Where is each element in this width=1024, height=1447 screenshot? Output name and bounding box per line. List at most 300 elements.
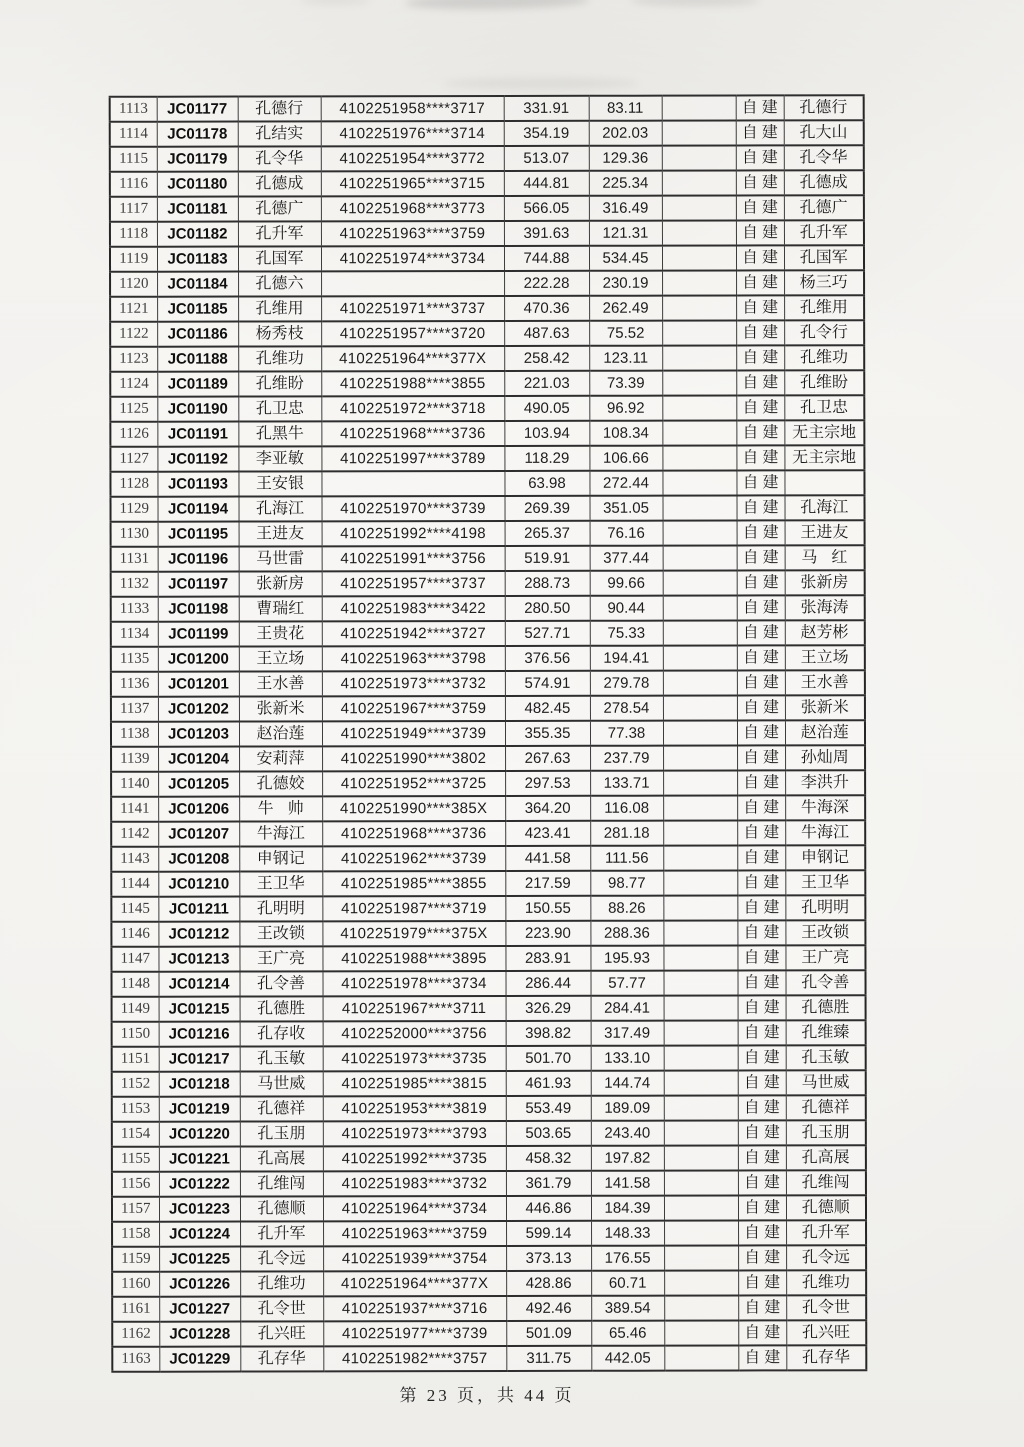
cell-blank [662,195,736,220]
cell-owner: 马红 [785,545,865,570]
cell-id-number: 4102251965****3715 [321,171,504,196]
cell-seq: 1157 [112,1197,159,1222]
cell-build-type: 自建 [737,620,785,645]
cell-id-number: 4102251983****3422 [322,596,505,621]
cell-blank [662,445,736,470]
cell-owner: 孔维盼 [784,370,864,395]
cell-seq: 1139 [111,747,158,772]
cell-name: 孔令世 [240,1296,323,1321]
cell-name: 孔德六 [238,271,321,296]
cell-id-number: 4102251991****3756 [322,546,505,571]
cell-id-number: 4102251985****3855 [322,871,505,896]
cell-value-2: 76.16 [590,521,663,546]
cell-blank [662,270,736,295]
table-row [112,1345,866,1372]
cell-value-1: 527.71 [505,621,590,646]
cell-build-type: 自建 [736,420,784,445]
cell-seq: 1128 [110,472,157,497]
cell-owner [784,470,864,495]
table-row [111,770,865,797]
cell-owner: 孔令华 [784,145,864,170]
table-row [111,520,865,547]
table-row [111,670,865,697]
cell-seq: 1148 [111,972,158,997]
cell-code: JC01224 [159,1222,240,1247]
cell-id-number: 4102251983****3732 [323,1171,506,1196]
cell-owner: 孔维功 [786,1270,866,1295]
cell-build-type: 自建 [738,1245,786,1270]
cell-owner: 孔明明 [785,895,865,920]
cell-build-type: 自建 [738,1120,786,1145]
record-table [109,94,868,1373]
cell-value-2: 133.10 [591,1046,664,1071]
cell-value-1: 376.56 [505,646,590,671]
cell-id-number: 4102251990****3802 [322,746,505,771]
table-row [111,720,865,747]
cell-value-1: 217.59 [505,871,590,896]
cell-owner: 孔玉朋 [786,1120,866,1145]
cell-blank [664,1320,738,1345]
cell-owner: 孔维功 [784,345,864,370]
cell-value-2: 278.54 [590,696,663,721]
cell-name: 王贵花 [239,621,322,646]
cell-seq: 1161 [112,1297,159,1322]
cell-id-number: 4102251987****3719 [322,896,505,921]
cell-value-2: 111.56 [590,846,663,871]
cell-build-type: 自建 [737,845,785,870]
cell-name: 孔升军 [238,221,321,246]
cell-id-number: 4102251997****3789 [321,446,504,471]
cell-seq: 1163 [112,1347,159,1372]
table-row [110,445,864,472]
cell-build-type: 自建 [737,820,785,845]
cell-blank [664,1045,738,1070]
cell-id-number: 4102251939****3754 [323,1246,506,1271]
cell-blank [663,620,737,645]
cell-id-number: 4102251977****3739 [323,1321,506,1346]
cell-value-1: 566.05 [504,196,589,221]
cell-id-number: 4102251952****3725 [322,771,505,796]
cell-id-number: 4102251982****3757 [323,1346,506,1371]
cell-name: 孔升军 [240,1221,323,1246]
cell-value-2: 141.58 [591,1171,664,1196]
cell-seq: 1115 [110,147,157,172]
cell-id-number: 4102251954****3772 [321,146,504,171]
cell-name: 孔德姣 [239,771,322,796]
cell-value-2: 284.41 [591,996,664,1021]
cell-value-2: 194.41 [590,646,663,671]
cell-value-2: 230.19 [589,271,662,296]
cell-blank [662,220,736,245]
cell-owner: 孔国军 [784,245,864,270]
cell-name: 申钢记 [239,846,322,871]
cell-build-type: 自建 [738,1345,786,1370]
cell-code: JC01192 [157,447,238,472]
table-row [110,245,864,272]
cell-code: JC01185 [157,297,238,322]
cell-value-2: 133.71 [590,771,663,796]
cell-value-1: 355.35 [505,721,590,746]
cell-blank [664,1295,738,1320]
table-row [112,1020,866,1047]
cell-seq: 1145 [111,897,158,922]
cell-value-2: 534.45 [589,246,662,271]
cell-seq: 1118 [110,222,157,247]
cell-seq: 1143 [111,847,158,872]
cell-value-2: 262.49 [589,296,662,321]
cell-code: JC01216 [159,1022,240,1047]
cell-owner: 张海涛 [785,595,865,620]
cell-blank [664,1020,738,1045]
cell-code: JC01184 [157,272,238,297]
cell-value-2: 57.77 [590,971,663,996]
cell-blank [663,920,737,945]
cell-id-number: 4102251971****3737 [321,296,504,321]
cell-build-type: 自建 [736,95,784,120]
cell-value-1: 574.91 [505,671,590,696]
cell-name: 杨秀枝 [238,321,321,346]
cell-name: 马世威 [240,1071,323,1096]
cell-value-1: 222.28 [504,271,589,296]
cell-value-2: 389.54 [591,1296,664,1321]
cell-value-1: 326.29 [506,996,591,1021]
cell-value-1: 599.14 [506,1221,591,1246]
cell-value-1: 446.86 [506,1196,591,1221]
cell-seq: 1131 [111,547,158,572]
cell-code: JC01213 [158,947,239,972]
cell-value-2: 90.44 [590,596,663,621]
table-row [112,1120,866,1147]
cell-code: JC01182 [157,222,238,247]
cell-owner: 王改锁 [785,920,865,945]
cell-id-number: 4102251964****377X [323,1271,506,1296]
cell-name: 王改锁 [239,921,322,946]
cell-owner: 孔存华 [786,1345,866,1370]
cell-build-type: 自建 [738,1220,786,1245]
cell-blank [663,795,737,820]
cell-name: 马世雷 [239,546,322,571]
scan-smudge [405,0,590,11]
cell-seq: 1151 [112,1047,159,1072]
cell-name: 孔存华 [240,1346,323,1371]
cell-owner: 牛海江 [785,820,865,845]
table-row [112,1145,866,1172]
cell-build-type: 自建 [738,1170,786,1195]
cell-build-type: 自建 [737,870,785,895]
cell-id-number: 4102251958****3717 [321,96,504,121]
cell-owner: 孔大山 [784,120,864,145]
table-row [111,945,865,972]
cell-seq: 1123 [110,347,157,372]
cell-code: JC01214 [158,972,239,997]
cell-id-number: 4102251963****3759 [321,221,504,246]
cell-code: JC01219 [159,1097,240,1122]
cell-owner: 孔卫忠 [784,395,864,420]
cell-value-2: 148.33 [591,1221,664,1246]
cell-build-type: 自建 [737,920,785,945]
cell-owner: 李洪升 [785,770,865,795]
cell-value-1: 267.63 [505,746,590,771]
cell-value-1: 441.58 [505,846,590,871]
cell-id-number: 4102251973****3793 [323,1121,506,1146]
cell-code: JC01229 [159,1347,240,1372]
cell-value-1: 513.07 [504,146,589,171]
cell-value-1: 461.93 [506,1071,591,1096]
cell-build-type: 自建 [736,345,784,370]
cell-value-1: 331.91 [504,96,589,121]
cell-id-number: 4102251949****3739 [322,721,505,746]
table-row [111,795,865,822]
cell-owner: 申钢记 [785,845,865,870]
cell-name: 孔维功 [238,346,321,371]
cell-owner: 牛海深 [785,795,865,820]
cell-seq: 1152 [112,1072,159,1097]
cell-seq: 1132 [111,572,158,597]
cell-seq: 1160 [112,1272,159,1297]
cell-name: 牛帅 [239,796,322,821]
cell-value-1: 519.91 [505,546,590,571]
cell-name: 赵治莲 [239,721,322,746]
cell-seq: 1120 [110,272,157,297]
cell-code: JC01179 [157,147,238,172]
cell-name: 王进友 [239,521,322,546]
table-row [112,1095,866,1122]
cell-seq: 1138 [111,722,158,747]
cell-seq: 1154 [112,1122,159,1147]
cell-value-1: 501.09 [506,1321,591,1346]
cell-code: JC01203 [158,722,239,747]
cell-value-1: 364.20 [505,796,590,821]
cell-seq: 1122 [110,322,157,347]
cell-blank [662,395,736,420]
cell-value-2: 83.11 [589,96,662,121]
cell-id-number: 4102251976****3714 [321,121,504,146]
cell-name: 曹瑞红 [239,596,322,621]
table-row [111,595,865,622]
cell-name: 孔卫忠 [238,396,321,421]
cell-code: JC01188 [157,347,238,372]
cell-seq: 1149 [112,997,159,1022]
cell-owner: 孔玉敏 [786,1045,866,1070]
cell-code: JC01181 [157,197,238,222]
table-row [110,220,864,247]
cell-seq: 1117 [110,197,157,222]
cell-name: 孔海江 [239,496,322,521]
table-row [111,645,865,672]
cell-build-type: 自建 [737,795,785,820]
cell-id-number: 4102251985****3815 [323,1071,506,1096]
table-row [110,295,864,322]
cell-name: 孔玉朋 [240,1121,323,1146]
cell-owner: 张新米 [785,695,865,720]
cell-name: 孔德顺 [240,1196,323,1221]
cell-blank [664,1220,738,1245]
table-row [112,1220,866,1247]
cell-build-type: 自建 [737,945,785,970]
cell-seq: 1135 [111,647,158,672]
table-row [112,995,866,1022]
cell-seq: 1136 [111,672,158,697]
cell-owner: 孔令行 [784,320,864,345]
table-row [111,495,865,522]
cell-build-type: 自建 [738,1045,786,1070]
cell-build-type: 自建 [736,370,784,395]
cell-id-number: 4102252000****3756 [323,1021,506,1046]
cell-build-type: 自建 [737,495,785,520]
cell-blank [663,570,737,595]
cell-value-2: 272.44 [589,471,662,496]
cell-name: 孔存收 [240,1021,323,1046]
cell-owner: 孔德行 [784,95,864,120]
cell-id-number [321,271,504,296]
cell-blank [662,470,736,495]
cell-blank [663,770,737,795]
cell-name: 李亚敏 [238,446,321,471]
cell-blank [663,970,737,995]
cell-build-type: 自建 [736,270,784,295]
cell-blank [663,720,737,745]
cell-seq: 1121 [110,297,157,322]
cell-name: 孔德成 [238,171,321,196]
cell-owner: 王立场 [785,645,865,670]
cell-seq: 1127 [110,447,157,472]
cell-id-number: 4102251942****3727 [322,621,505,646]
cell-owner: 孔令善 [785,970,865,995]
cell-value-1: 63.98 [504,471,589,496]
cell-blank [662,420,736,445]
cell-code: JC01178 [157,122,238,147]
cell-seq: 1155 [112,1147,159,1172]
cell-code: JC01198 [158,597,239,622]
table-row [111,570,865,597]
cell-blank [663,695,737,720]
cell-value-1: 501.70 [506,1046,591,1071]
cell-id-number: 4102251957****3737 [322,571,505,596]
cell-owner: 王卫华 [785,870,865,895]
cell-owner: 孔德广 [784,195,864,220]
cell-blank [664,1120,738,1145]
table-row [110,470,864,497]
cell-name: 张新米 [239,696,322,721]
cell-code: JC01210 [158,872,239,897]
cell-blank [663,595,737,620]
cell-name: 孔维闯 [240,1171,323,1196]
cell-name: 孔黑牛 [238,421,321,446]
cell-code: JC01180 [157,172,238,197]
table-row [111,895,865,922]
cell-seq: 1133 [111,597,158,622]
cell-build-type: 自建 [738,1270,786,1295]
cell-value-2: 316.49 [589,196,662,221]
cell-code: JC01196 [158,547,239,572]
cell-owner: 孔升军 [786,1220,866,1245]
cell-build-type: 自建 [737,670,785,695]
cell-name: 孔兴旺 [240,1321,323,1346]
cell-value-2: 75.33 [590,621,663,646]
table-row [110,145,864,172]
cell-name: 王立场 [239,646,322,671]
cell-value-1: 221.03 [504,371,589,396]
cell-seq: 1114 [110,122,157,147]
cell-blank [664,1270,738,1295]
table-row [110,95,864,122]
cell-value-1: 482.45 [505,696,590,721]
table-row [112,1045,866,1072]
table-row [110,120,864,147]
cell-owner: 孔德顺 [786,1195,866,1220]
cell-seq: 1137 [111,697,158,722]
cell-owner: 马世威 [786,1070,866,1095]
cell-id-number: 4102251992****3735 [323,1146,506,1171]
cell-build-type: 自建 [736,245,784,270]
cell-value-1: 283.91 [505,946,590,971]
table-row [112,1270,866,1297]
cell-code: JC01228 [159,1322,240,1347]
cell-value-1: 311.75 [506,1346,591,1371]
cell-value-2: 184.39 [591,1196,664,1221]
cell-seq: 1134 [111,622,158,647]
cell-value-1: 288.73 [505,571,590,596]
cell-value-1: 269.39 [505,496,590,521]
cell-name: 孔令华 [238,146,321,171]
cell-build-type: 自建 [737,645,785,670]
cell-build-type: 自建 [736,395,784,420]
cell-blank [662,170,736,195]
cell-value-1: 744.88 [504,246,589,271]
cell-name: 孔德广 [238,196,321,221]
cell-name: 安莉萍 [239,746,322,771]
cell-value-2: 176.55 [591,1246,664,1271]
cell-blank [663,820,737,845]
cell-value-2: 129.36 [589,146,662,171]
cell-value-2: 288.36 [590,921,663,946]
cell-build-type: 自建 [738,995,786,1020]
cell-owner: 孔德胜 [786,995,866,1020]
cell-id-number: 4102251988****3895 [322,946,505,971]
cell-build-type: 自建 [737,745,785,770]
cell-value-2: 189.09 [591,1096,664,1121]
cell-build-type: 自建 [738,1070,786,1095]
cell-value-2: 108.34 [589,421,662,446]
cell-id-number: 4102251964****377X [321,346,504,371]
table-row [112,1070,866,1097]
cell-value-2: 73.39 [589,371,662,396]
cell-blank [664,1070,738,1095]
cell-value-2: 121.31 [589,221,662,246]
cell-seq: 1130 [111,522,158,547]
cell-blank [663,895,737,920]
cell-owner: 王进友 [785,520,865,545]
cell-owner: 赵芳彬 [785,620,865,645]
cell-value-1: 398.82 [506,1021,591,1046]
cell-build-type: 自建 [738,1195,786,1220]
table-row [110,370,864,397]
cell-seq: 1126 [110,422,157,447]
cell-blank [663,870,737,895]
cell-blank [662,345,736,370]
cell-build-type: 自建 [737,570,785,595]
cell-build-type: 自建 [736,170,784,195]
cell-build-type: 自建 [737,970,785,995]
cell-value-1: 354.19 [504,121,589,146]
cell-seq: 1153 [112,1097,159,1122]
cell-code: JC01186 [157,322,238,347]
cell-owner: 孔高展 [786,1145,866,1170]
cell-build-type: 自建 [736,220,784,245]
scan-smudge [630,0,760,6]
cell-blank [662,145,736,170]
cell-blank [664,1345,738,1370]
